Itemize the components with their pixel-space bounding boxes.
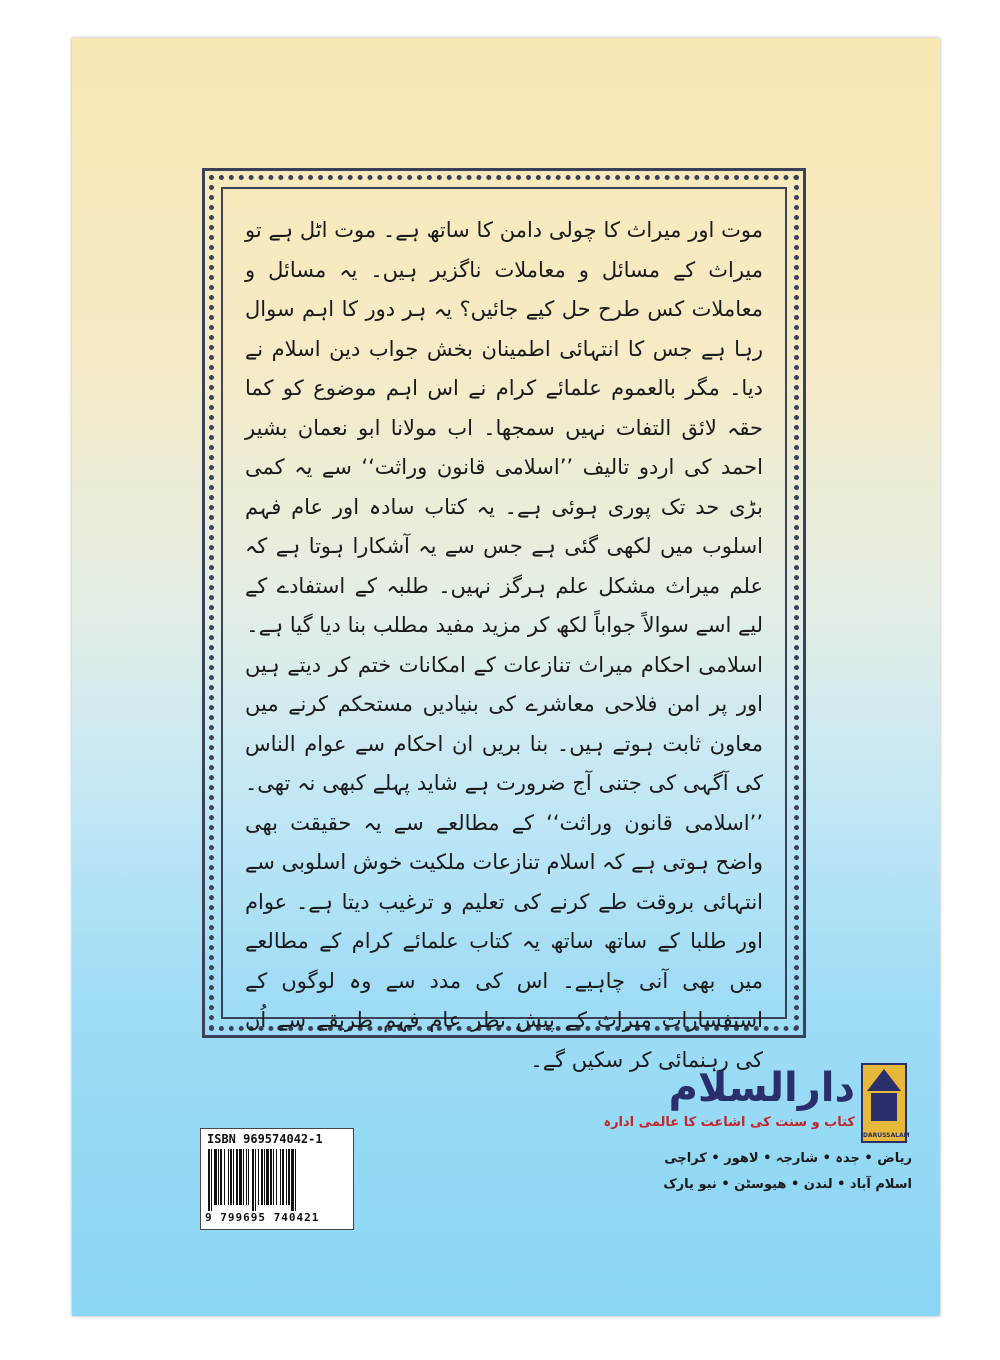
barcode-bar: [208, 1149, 210, 1211]
barcode-bar: [252, 1149, 254, 1211]
barcode-digits: 9 799695 740421: [205, 1211, 320, 1224]
barcode-bar: [273, 1149, 274, 1205]
dome-shape: [867, 1069, 901, 1091]
barcode-bar: [286, 1149, 287, 1205]
isbn-barcode-box: [200, 1128, 354, 1230]
text-frame: [202, 168, 806, 1072]
barcode-bar: [224, 1149, 225, 1205]
barcode-bar: [276, 1149, 277, 1205]
barcode-bar: [236, 1149, 238, 1205]
barcode-bar: [261, 1149, 263, 1205]
barcode-bar: [243, 1149, 244, 1205]
barcode-bar: [291, 1149, 294, 1211]
barcode-bar: [218, 1149, 219, 1205]
barcode-bar: [258, 1149, 259, 1205]
book-back-cover: [72, 38, 940, 1316]
barcode-bar: [295, 1149, 296, 1211]
logo-english-name: DARUSSALAM: [863, 1132, 910, 1139]
barcode-bar: [230, 1149, 232, 1205]
cities-line-2: اسلام آباد • لندن • هیوسٹن • نیو یارک: [663, 1177, 912, 1192]
blurb-paragraph-1: موت اور میراث کا چولی دامن کا ساتھ ہے۔ موت اٹل ہے تو میراث کے مسائل و معاملات ناگزیر ہیں۔ یہ مسائل و معاملات کس طرح حل کیے جائیں؟ یہ ہر دور کا اہم سوال رہا ہے جس کا انتہائی اطمینان بخش جواب دین اسلام نے دیا۔ مگر بالعموم علمائے کرام نے اس اہم موضوع کو کما حقہ لائق التفات نہیں سمجھا۔ اب مولانا ابو نعمان بشیر احمد کی اردو تالیف ’’اسلامی قانون وراثت‘‘ سے یہ کمی بڑی حد تک پوری ہوئی ہے۔ یہ کتاب سادہ اور عام فہم اسلوب میں لکھی گئی ہے جس سے یہ آشکارا ہوتا ہے کہ علم میراث مشکل علم ہرگز نہیں۔ طلبہ کے استفادے کے لیے اسے سوالاً جواباً لکھ کر مزید مفید مطلب بنا دیا گیا ہے۔: [245, 218, 763, 637]
barcode-bar: [264, 1149, 265, 1205]
logo-tagline: کتاب و سنت کی اشاعت کا عالمی ادارہ: [603, 1115, 855, 1130]
logo-urdu-name: دارالسلام: [668, 1065, 855, 1111]
publisher-cities: [612, 1146, 912, 1198]
publisher-logo: [527, 1063, 910, 1143]
barcode-bar: [255, 1149, 256, 1211]
barcode-bar: [288, 1149, 290, 1205]
barcode-bar: [228, 1149, 229, 1205]
barcode-bar: [246, 1149, 247, 1205]
barcode-icon: [207, 1149, 347, 1211]
blurb-text: [245, 211, 763, 1080]
barcode-bar: [233, 1149, 234, 1205]
blurb-paragraph-2: اسلامی احکام میراث تنازعات کے امکانات ختم کر دیتے ہیں اور پر امن فلاحی معاشرے کی بنیادیں مستحکم کرنے میں معاون ثابت ہوتے ہیں۔ بنا بریں ان احکام سے عوام الناس کی آگہی کی جتنی آج ضرورت ہے شاید پہلے کبھی نہ تھی۔ ’’اسلامی قانون وراثت‘‘ کے مطالعے سے یہ حقیقت بھی واضح ہوتی ہے کہ اسلام تنازعات ملکیت خوش اسلوبی سے انتہائی بروقت طے کرنے کی تعلیم و ترغیب دیتا ہے۔ عوام اور طلبا کے ساتھ ساتھ یہ کتاب علمائے کرام کے مطالعے میں بھی آنی چاہیے۔ اس کی مدد سے وہ لوگوں کے استفسارات میراث کے پیش نظر عام فہم طریقے سے اُن کی رہنمائی کر سکیں گے۔: [245, 652, 763, 1072]
frame-inner-border: [221, 187, 787, 1072]
barcode-bar: [214, 1149, 217, 1205]
cities-line-1: ریاض • جدہ • شارجہ • لاهور • کراچی: [664, 1151, 912, 1166]
book-shape: [871, 1093, 897, 1121]
barcode-bar: [248, 1149, 249, 1205]
barcode-bar: [266, 1149, 269, 1205]
barcode-bar: [220, 1149, 222, 1205]
barcode-bar: [239, 1149, 242, 1205]
barcode-bar: [280, 1149, 281, 1205]
isbn-label: ISBN 969574042-1: [207, 1132, 323, 1146]
barcode-bar: [270, 1149, 272, 1205]
barcode-bar: [282, 1149, 284, 1205]
darussalam-emblem-icon: [861, 1063, 910, 1143]
barcode-bar: [211, 1149, 212, 1211]
